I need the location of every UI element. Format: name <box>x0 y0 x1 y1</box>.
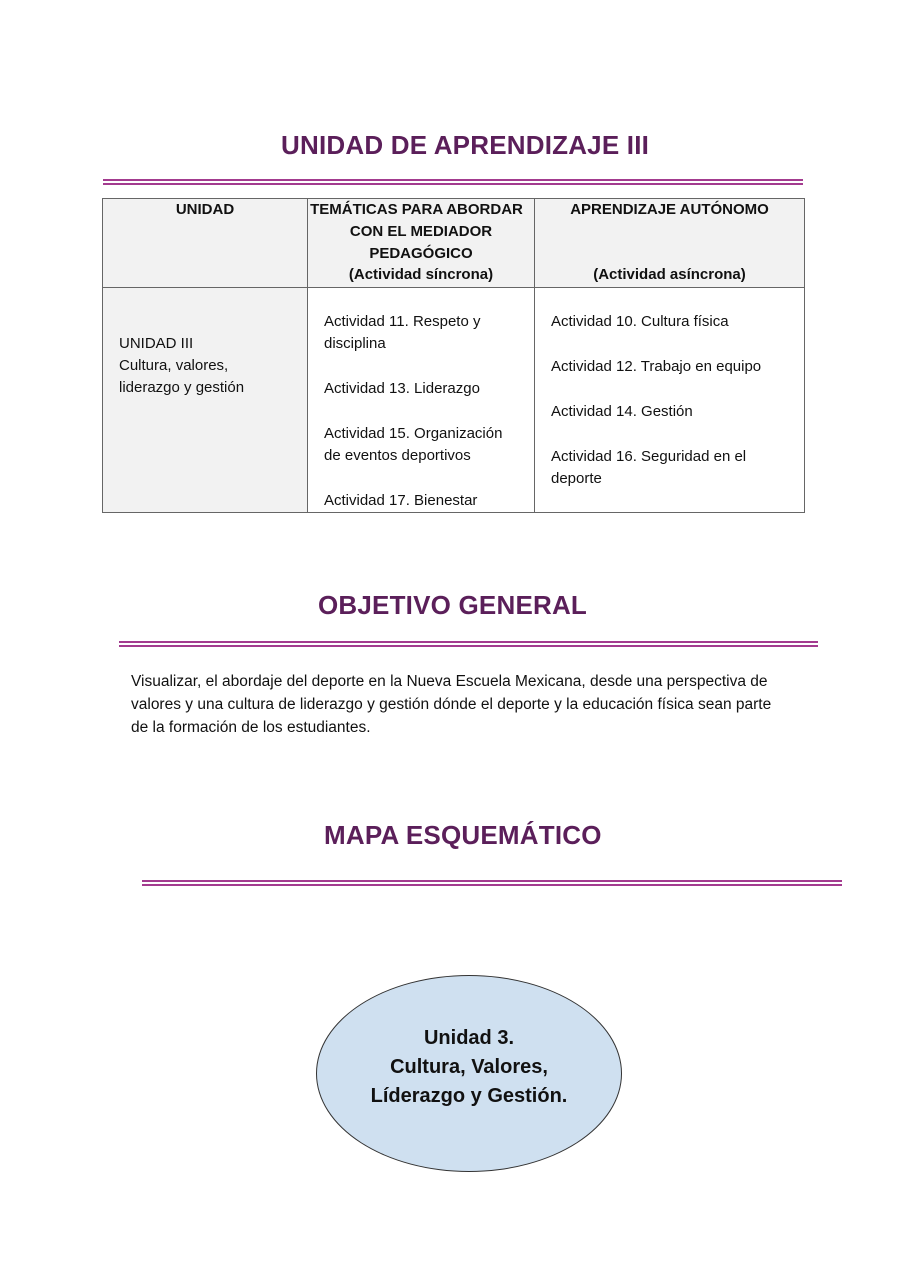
header-tematicas-line2: CON EL MEDIADOR <box>349 223 493 240</box>
async-activity: Actividad 14. Gestión <box>551 403 693 420</box>
heading-rule <box>142 880 842 886</box>
header-tematicas-line1: TEMÁTICAS PARA ABORDAR <box>310 201 523 218</box>
header-unidad <box>103 199 308 288</box>
node-line-1: Unidad 3. <box>423 1027 514 1049</box>
mapa-heading: MAPA ESQUEMÁTICO <box>324 820 602 850</box>
unidad-heading: UNIDAD DE APRENDIZAJE III <box>281 130 650 160</box>
unit-line-1: UNIDAD III <box>119 335 194 352</box>
sync-activities-cell <box>308 288 535 513</box>
async-activity: Actividad 10. Cultura física <box>551 313 729 330</box>
unit-line-2: Cultura, valores, <box>119 357 229 374</box>
header-autonomo <box>535 199 805 288</box>
header-tematicas <box>308 199 535 288</box>
node-line-3: Líderazgo y Gestión. <box>370 1085 568 1107</box>
table-header-row <box>103 199 805 288</box>
sync-activity: Actividad 15. Organización de eventos deportivos <box>324 425 503 464</box>
sync-activity: Actividad 13. Liderazgo <box>324 380 480 397</box>
table-row <box>103 288 805 513</box>
unit-table <box>102 198 805 513</box>
header-autonomo-sub: (Actividad asíncrona) <box>593 266 746 283</box>
header-unidad-label: UNIDAD <box>175 201 235 218</box>
header-autonomo-label: APRENDIZAJE AUTÓNOMO <box>570 201 769 218</box>
async-activity: Actividad 16. Seguridad en el deporte <box>551 448 747 487</box>
unit-cell <box>103 288 308 513</box>
header-tematicas-line3: PEDAGÓGICO <box>369 245 473 262</box>
concept-map-node <box>316 975 622 1172</box>
heading-rule <box>119 641 818 647</box>
node-line-2: Cultura, Valores, <box>390 1056 548 1078</box>
objective-text: Visualizar, el abordaje del deporte en la Nueva Escuela Mexicana, desde una perspectiva de valores y una cultura de liderazgo y gestión dónde el deporte y la educación física sean parte de la formación de los estudiantes. <box>131 673 772 736</box>
sync-activity: Actividad 11. Respeto y disciplina <box>324 313 481 352</box>
heading-rule <box>103 179 803 185</box>
header-tematicas-sub: (Actividad síncrona) <box>348 266 494 283</box>
sync-activity: Actividad 17. Bienestar <box>324 492 478 509</box>
async-activities-cell <box>535 288 805 513</box>
objetivo-heading: OBJETIVO GENERAL <box>318 590 588 620</box>
unit-line-3: liderazgo y gestión <box>119 379 245 396</box>
async-activity: Actividad 12. Trabajo en equipo <box>551 358 762 375</box>
